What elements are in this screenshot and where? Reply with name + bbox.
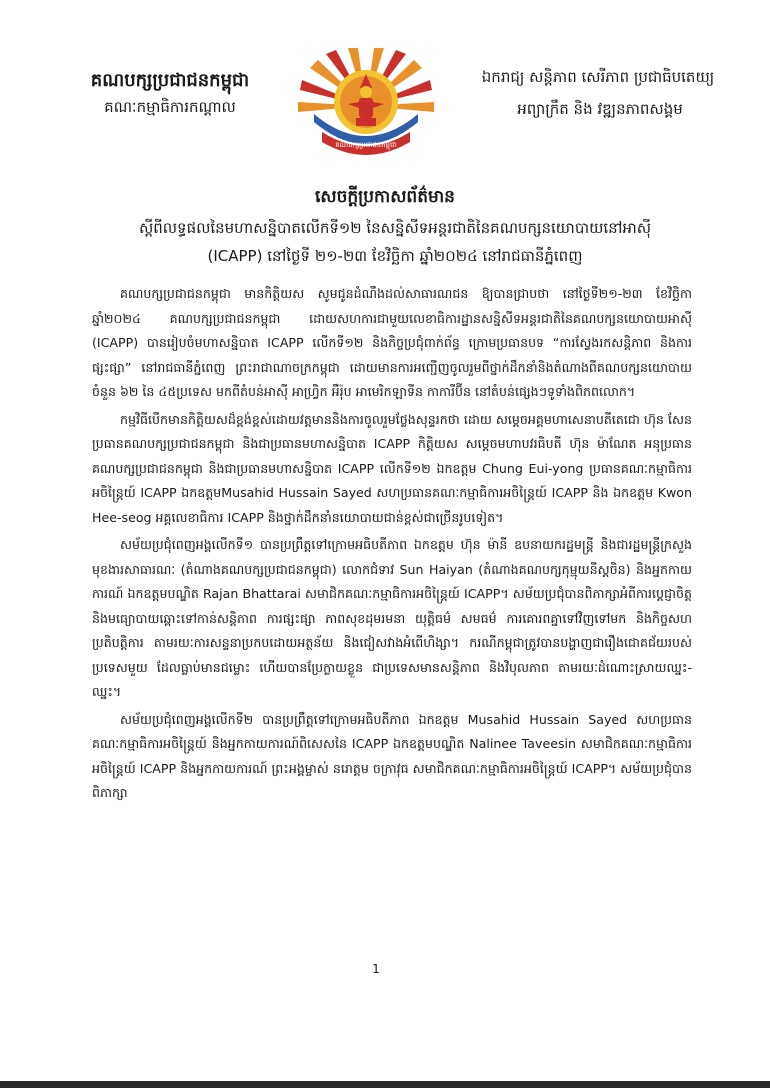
paragraph: កម្មវិធីបើកមានកិត្តិយសដ៏ខ្ពង់ខ្ពស់ដោយវត្តមាននិងការចូលរួមថ្លែងសុន្ទរកថា ដោយ សម្តេចអគ្គមហាសេនាបតីតេជោ ហ៊ុន សែន ប្រធានគណបក្សប្រជាជនកម្ពុជា និងជាប្រធានមហាសន្និបាត ICAPP កិត្តិយស សម្តេចមហាបវរធិបតី ហ៊ុន ម៉ាណែត អនុប្រធានគណបក្សប្រជាជនកម្ពុជា និងជាប្រធានមហាសន្និបាត ICAPP លើកទី១២ ឯកឧត្តម Chung Eui-yong ប្រធានគណៈកម្មាធិការអចិន្ត្រៃយ៍ ICAPP ឯកឧត្តមMusahid Hussain Sayed សហប្រធានគណៈកម្មាធិការអចិន្ត្រៃយ៍ ICAPP និង ឯកឧត្តម Kwon Hee-seog អគ្គលេខាធិការ ICAPP និងថ្នាក់ដឹកនាំនយោបាយជាន់ខ្ពស់ជាច្រើនរូបទៀត។ [92,411,692,525]
paragraph: សម័យប្រជុំពេញអង្គលើកទី១ បានប្រព្រឹត្តទៅក្រោមអធិបតីភាព ឯកឧត្តម ហ៊ុន ម៉ានី ឧបនាយករដ្ឋមន្ត្រី និងជារដ្ឋមន្ត្រីក្រសួងមុខងារសាធារណៈ (តំណាងគណបក្សប្រជាជនកម្ពុជា) លោកជំទាវ Sun Haiyan (តំណាងគណបក្សកុម្មុយនីស្តចិន) និងអ្នកកាយការណ៍ ឯកឧត្តមបណ្ឌិត Rajan Bhattarai សមាជិកគណៈកម្មាធិការអចិន្ត្រៃយ៍ ICAPP។ សម័យប្រជុំបានពិភាក្សាអំពីការប្តេជ្ញាចិត្ត និងមធ្យោបាយឆ្ពោះទៅកាន់សន្តិភាព ការផ្សះផ្សា ភាពសុខដុមរមនា យុត្តិធម៌ សមធម៌ ការគោរពគ្នាទៅវិញទៅមក និងកិច្ចសហប្រតិបត្តិការ តាមរយៈការសន្ទនាប្រកបដោយអត្ថន័យ និងជៀសវាងអំពើហិង្សា។ ករណីកម្ពុជាត្រូវបានបង្ហាញជារឿងជោគជ័យរបស់ប្រទេសមួយ ដែលធ្លាប់មានជម្លោះ ហើយបានប្រែក្លាយខ្លួន ជាប្រទេសមានសន្តិភាព និងវិបុលភាព តាមរយៈដំណោះស្រាយឈ្នះ-ឈ្នះ។ [92,537,692,699]
subtitle-line-2: (ICAPP) នៅថ្ងៃទី ២១-២៣ ខែវិច្ឆិកា ឆ្នាំ២០២៤ នៅរាជធានីភ្នំពេញ [207,247,583,265]
party-name: គណបក្សប្រជាជនកម្ពុជា [90,70,250,91]
document-body [92,282,692,809]
document-subtitle [100,214,690,270]
logo-banner-text: គណបក្សប្រជាជនកម្ពុជា [335,141,397,149]
page-number: 1 [372,962,380,976]
subtitle-line-1: ស្តីពីលទ្ធផលនៃមហាសន្និបាតលើកទី១២ នៃសន្និសីទអន្តរជាតិនៃគណបក្សនយោបាយនៅអាស៊ី [138,219,652,237]
scan-bottom-edge [0,1081,770,1088]
paragraph: គណបក្សប្រជាជនកម្ពុជា មានកិត្តិយស សូមជូនដំណឹងដល់សាធារណជន ឱ្យបានជ្រាបថា នៅថ្ងៃទី២១-២៣ ខែវិច្ឆិកា ឆ្នាំ២០២៤ គណបក្សប្រជាជនកម្ពុជា ដោយសហការជាមួយលេខាធិការដ្ឋានសន្និសីទអន្តរជាតិនៃគណបក្សនយោបាយអាស៊ី (ICAPP) បានរៀបចំមហាសន្និបាត ICAPP លើកទី១២ និងកិច្ចប្រជុំពាក់ព័ន្ធ ក្រោមប្រធានបទ “ការស្វែងរកសន្តិភាព និងការផ្សះផ្សា” នៅរាជធានីភ្នំពេញ ព្រះរាជាណាចក្រកម្ពុជា ដោយមានការអញ្ជើញចូលរួមពីថ្នាក់ដឹកនាំនិងតំណាងពីគណបក្សនយោបាយចំនួន ៦២ នៃ ៤៥ប្រទេស មកពីតំបន់អាស៊ី អាហ្វ្រិក អឺរ៉ុប អាមេរិកឡាទីន កាការីប៊ីន នៅតំបន់ផ្សេងៗទូទាំងពិភពលោក។ [92,286,692,399]
party-logo [296,48,436,166]
document-title: សេចក្តីប្រកាសព័ត៌មាន [315,187,455,207]
national-motto-line1: ឯករាជ្យ សន្តិភាព សេរីភាព ប្រជាធិបតេយ្យ [481,68,715,86]
paragraph: សម័យប្រជុំពេញអង្គលើកទី២ បានប្រព្រឹត្តទៅក្រោមអធិបតីភាព ឯកឧត្តម Musahid Hussain Sayed សហប្រធានគណៈកម្មាធិការអចិន្ត្រៃយ៍ និងអ្នកកាយការណ៍ពិសេសនៃ ICAPP ឯកឧត្តមបណ្ឌិត Nalinee Taveesin សមាជិកគណៈកម្មាធិការអចិន្ត្រៃយ៍ ICAPP និងអ្នកកាយការណ៍ ព្រះអង្គម្ចាស់ នរោត្តម ចក្រាវុធ សមាជិកគណៈកម្មាធិការអចិន្ត្រៃយ៍ ICAPP។ សម័យប្រជុំបានពិភាក្សា [92,711,692,800]
national-motto-line2: អព្យាក្រឹត និង វឌ្ឍនភាពសង្គម [517,100,683,118]
party-committee: គណៈកម្មាធិការកណ្តាល [104,98,236,116]
